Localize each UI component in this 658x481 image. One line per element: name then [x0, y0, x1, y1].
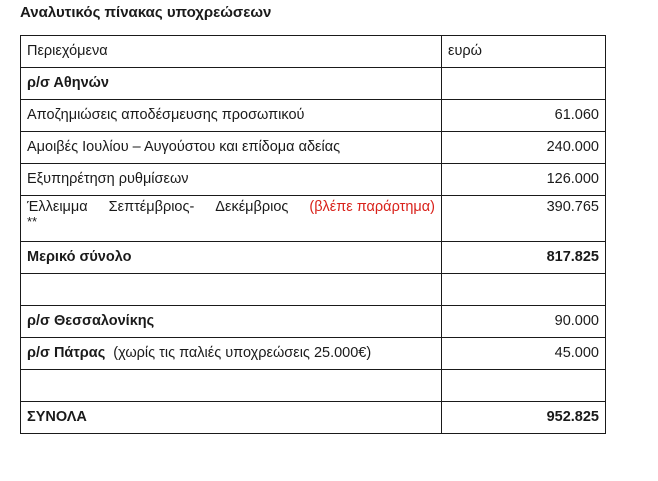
- table-row: [21, 100, 606, 132]
- empty-cell: [21, 370, 442, 402]
- deficit-word: Έλλειμμα: [27, 199, 88, 215]
- deficit-row: [21, 196, 606, 242]
- patras-amount: 45.000: [442, 338, 606, 370]
- total-label: ΣΥΝΟΛΑ: [21, 402, 442, 434]
- row-description: Εξυπηρέτηση ρυθμίσεων: [21, 164, 442, 196]
- appendix-reference-link[interactable]: (βλέπε παράρτημα): [309, 199, 435, 215]
- table-row: [21, 164, 606, 196]
- empty-cell: [442, 68, 606, 100]
- thessaloniki-amount: 90.000: [442, 306, 606, 338]
- document-title: Αναλυτικός πίνακας υποχρεώσεων: [20, 4, 272, 21]
- row-amount: 240.000: [442, 132, 606, 164]
- athens-heading: ρ/σ Αθηνών: [21, 68, 442, 100]
- patras-note: (χωρίς τις παλιές υποχρεώσεις 25.000€): [113, 345, 372, 361]
- total-row: [21, 402, 606, 434]
- subtotal-row: [21, 242, 606, 274]
- deficit-amount: 390.765: [442, 196, 606, 242]
- table-header-row: [21, 36, 606, 68]
- total-amount: 952.825: [442, 402, 606, 434]
- row-amount: 126.000: [442, 164, 606, 196]
- patras-row: [21, 338, 606, 370]
- blank-row: [21, 274, 606, 306]
- empty-cell: [442, 370, 606, 402]
- subtotal-amount: 817.825: [442, 242, 606, 274]
- table-row: [21, 132, 606, 164]
- header-description: Περιεχόμενα: [21, 36, 442, 68]
- athens-heading-row: [21, 68, 606, 100]
- patras-description: [21, 338, 442, 370]
- deficit-word: Σεπτέμβριος-: [108, 199, 195, 215]
- deficit-word: Δεκέμβριος: [215, 199, 289, 215]
- row-description: Αμοιβές Ιουλίου – Αυγούστου και επίδομα αδείας: [21, 132, 442, 164]
- thessaloniki-label: ρ/σ Θεσσαλονίκης: [21, 306, 442, 338]
- footnote-marker: **: [27, 214, 38, 229]
- header-currency: ευρώ: [442, 36, 606, 68]
- row-description: Αποζημιώσεις αποδέσμευσης προσωπικού: [21, 100, 442, 132]
- liabilities-table: [20, 35, 606, 434]
- deficit-description: [21, 196, 442, 242]
- empty-cell: [21, 274, 442, 306]
- patras-label: ρ/σ Πάτρας: [27, 345, 106, 361]
- blank-row: [21, 370, 606, 402]
- empty-cell: [442, 274, 606, 306]
- thessaloniki-row: [21, 306, 606, 338]
- subtotal-label: Μερικό σύνολο: [21, 242, 442, 274]
- row-amount: 61.060: [442, 100, 606, 132]
